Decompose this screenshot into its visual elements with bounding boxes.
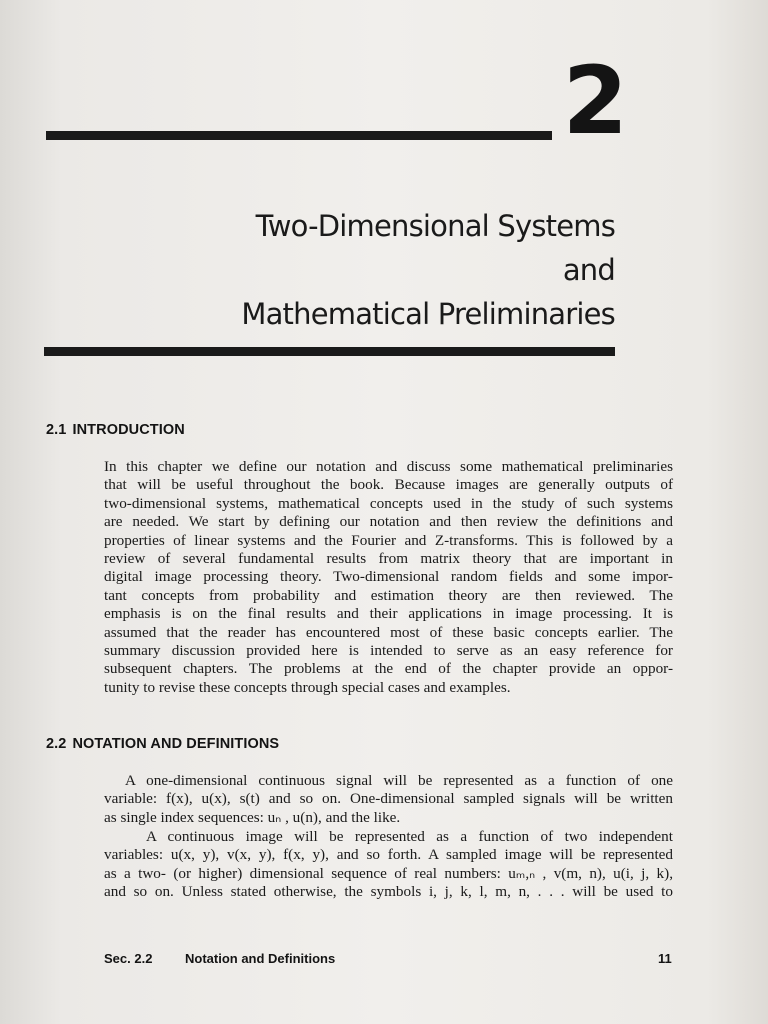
text-line: variables: u(x, y), v(x, y), f(x, y), and so forth. A sampled image will be represented: [104, 846, 673, 864]
notation-paragraph-2: [104, 828, 673, 902]
title-rule: [44, 347, 615, 356]
text-line: digital image processing theory. Two-dimensional random fields and some impor-: [104, 568, 673, 586]
bleed-through-text: [60, 80, 620, 180]
page-number: 11: [658, 951, 672, 966]
footer-section: Sec. 2.2: [104, 951, 153, 966]
text-line: tunity to revise these concepts through special cases and examples.: [104, 678, 511, 696]
section-title: NOTATION AND DEFINITIONS: [72, 736, 280, 752]
text-line: are needed. We start by defining our notation and then review the definitions and: [104, 513, 673, 531]
section-heading-introduction: [46, 422, 185, 438]
section-heading-notation: [46, 736, 279, 752]
chapter-title-line-1: Two-Dimensional Systems: [255, 209, 615, 243]
text-line: as single index sequences: uₙ , u(n), and the like.: [104, 808, 401, 826]
text-line: A continuous image will be represented as a function of two independent: [146, 828, 673, 845]
text-line: tant concepts from probability and estimation theory are then reviewed. The: [104, 586, 673, 604]
introduction-paragraph: [104, 458, 673, 697]
text-line: that will be useful throughout the book. Because images are generally outputs of: [104, 476, 673, 494]
chapter-title: [100, 204, 615, 336]
section-title: INTRODUCTION: [72, 422, 185, 438]
text-line: properties of linear systems and the Fourier and Z-transforms. This is followed by a: [104, 531, 673, 549]
top-rule: [46, 131, 552, 140]
text-line: two-dimensional systems, mathematical concepts used in the study of such systems: [104, 494, 673, 512]
chapter-title-line-3: Mathematical Preliminaries: [241, 297, 615, 331]
text-line: review of several fundamental results from matrix theory that are important in: [104, 550, 673, 568]
text-line: as a two- (or higher) dimensional sequence of real numbers: uₘ,ₙ , v(m, n), u(i, j, k),: [104, 864, 673, 882]
text-line: summary discussion provided here is intended to serve as an easy reference for: [104, 642, 673, 660]
chapter-number: 2: [562, 47, 626, 156]
section-number: 2.1: [46, 422, 67, 438]
text-line: A one-dimensional continuous signal will be represented as a function of one: [125, 772, 673, 789]
footer-title: Notation and Definitions: [185, 951, 336, 966]
text-line: In this chapter we define our notation and discuss some mathematical preliminaries: [104, 458, 673, 475]
text-line: subsequent chapters. The problems at the end of the chapter provide an oppor-: [104, 660, 673, 678]
text-line: variable: f(x), u(x), s(t) and so on. One-dimensional sampled signals will be written: [104, 790, 673, 808]
text-line: emphasis is on the final results and their applications in image processing. It is: [104, 605, 673, 623]
section-number: 2.2: [46, 736, 67, 752]
text-line: assumed that the reader has encountered most of these basic concepts earlier. The: [104, 623, 673, 641]
text-line: and so on. Unless stated otherwise, the symbols i, j, k, l, m, n, . . . will be used to: [104, 883, 673, 901]
notation-paragraph-1: [104, 772, 673, 827]
chapter-title-line-2: and: [562, 253, 615, 287]
